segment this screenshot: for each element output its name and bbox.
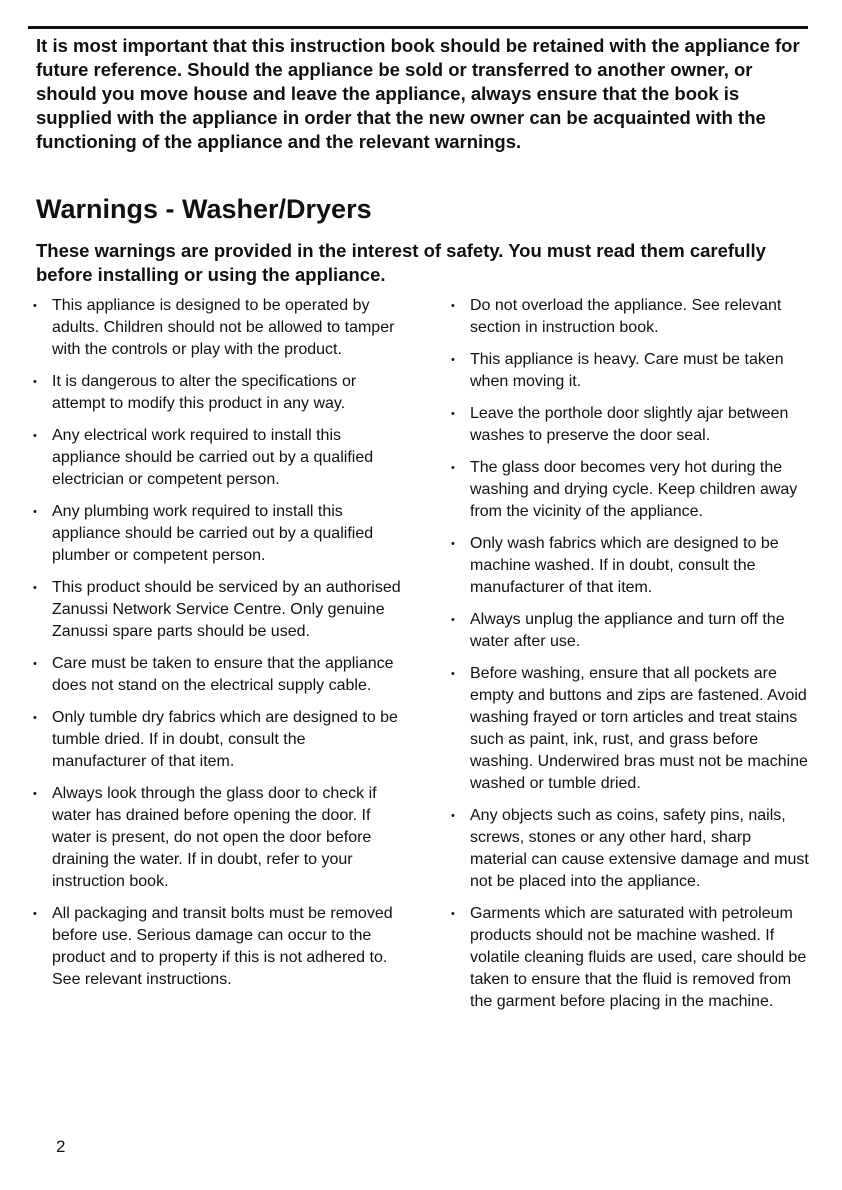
warning-item: • Before washing, ensure that all pockets are empty and buttons and zips are fastened. Avoid washing frayed or torn articles and treat stains such as paint, ink, rust, and grass before washing. Underwired bras must not be machine washed or tumble dried. [450,663,810,795]
warning-item: • Garments which are saturated with petroleum products should not be machine washed. If volatile cleaning fluids are used, care should be taken to ensure that the fluid is removed from the garment before placing in the machine. [450,903,810,1013]
retain-book-notice: It is most important that this instruction book should be retained with the appliance for future reference. Should the appliance be sold or transferred to another owner, or should you move house and leave the appliance, always ensure that the book is supplied with the appliance in order that the new owner can be acquainted with the functioning of the appliance and the relevant warnings. [36,35,800,152]
warning-item: • Only wash fabrics which are designed to be machine washed. If in doubt, consult the manufacturer of that item. [450,533,810,599]
warning-item: • All packaging and transit bolts must be removed before use. Serious damage can occur to the product and to property if this is not adhered to. See relevant instructions. [32,903,402,991]
warning-item: • This product should be serviced by an authorised Zanussi Network Service Centre. Only genuine Zanussi spare parts should be used. [32,577,402,643]
warnings-left-column [32,295,402,1001]
warning-item: • Any electrical work required to install this appliance should be carried out by a qualified electrician or competent person. [32,425,402,491]
warning-item: • Any plumbing work required to install this appliance should be carried out by a qualified plumber or competent person. [32,501,402,567]
warning-item: • The glass door becomes very hot during the washing and drying cycle. Keep children away from the vicinity of the appliance. [450,457,810,523]
warning-item: • Leave the porthole door slightly ajar between washes to preserve the door seal. [450,403,810,447]
warning-item: • Any objects such as coins, safety pins, nails, screws, stones or any other hard, sharp material can cause extensive damage and must not be placed into the appliance. [450,805,810,893]
page-heading: Warnings - Washer/Dryers [36,194,372,224]
warning-item: • Always look through the glass door to check if water has drained before opening the door. If water is present, do not open the door before draining the water. If in doubt, refer to your instruction book. [32,783,402,893]
warning-item: • This appliance is designed to be operated by adults. Children should not be allowed to tamper with the controls or play with the product. [32,295,402,361]
warning-item: • Only tumble dry fabrics which are designed to be tumble dried. If in doubt, consult the manufacturer of that item. [32,707,402,773]
warning-item: • Always unplug the appliance and turn off the water after use. [450,609,810,653]
top-rule [28,26,808,29]
warning-item: • Do not overload the appliance. See relevant section in instruction book. [450,295,810,339]
warning-item: • Care must be taken to ensure that the appliance does not stand on the electrical supply cable. [32,653,402,697]
warning-item: • This appliance is heavy. Care must be taken when moving it. [450,349,810,393]
safety-subheading: These warnings are provided in the interest of safety. You must read them carefully before installing or using the appliance. [36,240,766,285]
warnings-right-column [450,295,810,1023]
warning-item: • It is dangerous to alter the specifications or attempt to modify this product in any way. [32,371,402,415]
page-number: 2 [56,1137,66,1156]
